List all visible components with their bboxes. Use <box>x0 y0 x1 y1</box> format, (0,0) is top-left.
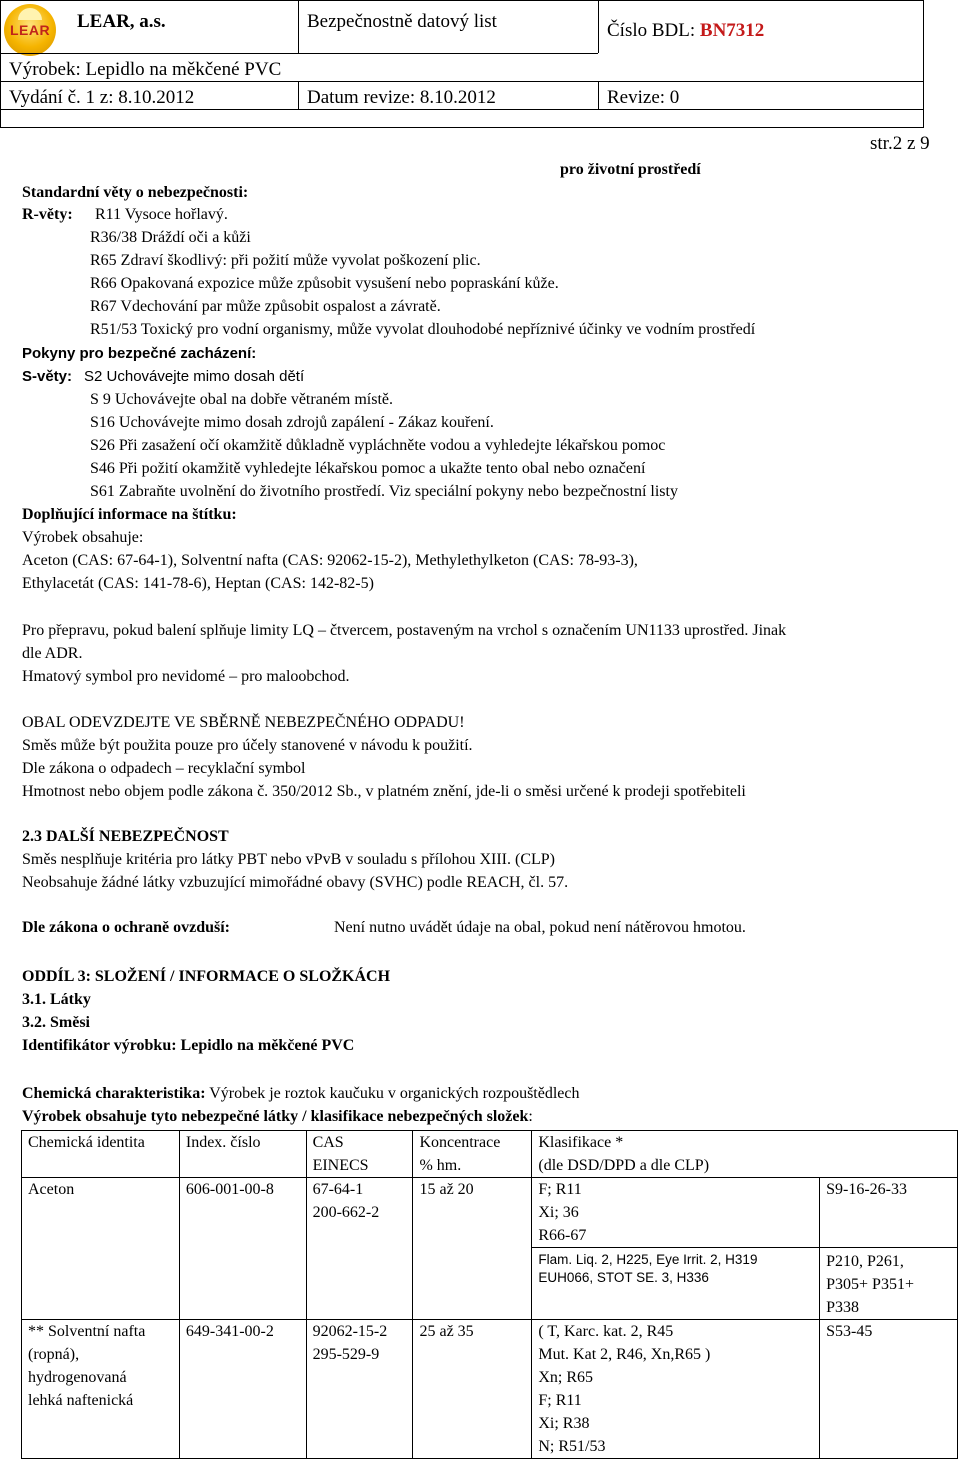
svhc-text: Neobsahuje žádné látky vzbuzující mimořádné obavy (SVHC) podle REACH, čl. 57. <box>22 874 569 891</box>
cell-identity <box>22 1320 180 1459</box>
header-einecs-text: EINECS <box>312 1157 369 1174</box>
klas-clp-line: Flam. Liq. 2, H225, Eye Irrit. 2, H319 <box>538 1252 758 1267</box>
r-phrase: R66 Opakovaná expozice může způsobit vysušení nebo popraskání kůže. <box>90 275 559 292</box>
env-continuation: pro životní prostředí <box>560 161 701 178</box>
table-row <box>22 1320 958 1459</box>
table-row <box>22 1178 958 1248</box>
company-name: LEAR, a.s. <box>77 11 166 32</box>
components-table <box>21 1130 958 1459</box>
issue-info: Vydání č. 1 z: 8.10.2012 <box>9 87 195 108</box>
r-phrase: R36/38 Dráždí oči a kůži <box>90 229 251 246</box>
document-title: Bezpečnostně datový list <box>307 11 497 32</box>
cell-klas <box>532 1320 820 1459</box>
transport-text-cont: dle ADR. <box>22 645 83 662</box>
logo-text: LEAR <box>9 22 51 38</box>
chem-text: Výrobek je roztok kaučuku v organických rozpouštědlech <box>205 1085 580 1102</box>
waste-notice: OBAL ODEVZDEJTE VE SBĚRNĚ NEBEZPEČNÉHO ODPADU! <box>22 714 465 731</box>
klas-line: F; R11 <box>538 1392 582 1409</box>
r-phrases-label: R-věty: <box>22 206 73 223</box>
klas-line: Mut. Kat 2, R46, Xn,R65 ) <box>538 1346 711 1363</box>
contains-label: Výrobek obsahuje: <box>22 529 144 546</box>
tactile-symbol-text: Hmatový symbol pro nevidomé – pro maloobchod. <box>22 668 350 685</box>
table-header-row <box>22 1131 958 1178</box>
section-3-2: 3.2. Směsi <box>22 1014 90 1031</box>
section-3-title: ODDÍL 3: SLOŽENÍ / INFORMACE O SLOŽKÁCH <box>22 968 391 985</box>
s-phrase: S46 Při požití okamžitě vyhledejte lékařskou pomoc a ukažte tento obal nebo označení <box>90 460 646 477</box>
cell-concentration: 15 až 20 <box>413 1178 532 1320</box>
header-klas-text: Klasifikace * <box>538 1134 624 1151</box>
label-info-title: Doplňující informace na štítku: <box>22 506 237 523</box>
header-identity: Chemická identita <box>22 1131 180 1178</box>
page-number: str.2 z 9 <box>870 133 930 154</box>
r-phrase: R65 Zdraví škodlivý: při požití může vyvolat poškození plic. <box>90 252 481 269</box>
cell-einecs-text: 200-662-2 <box>312 1204 380 1221</box>
s-phrase: S 9 Uchovávejte obal na dobře větraném místě. <box>90 391 394 408</box>
klas-line: Xn; R65 <box>538 1369 594 1386</box>
contains-table-title-text: Výrobek obsahuje tyto nebezpečné látky / klasifikace nebezpečných složek <box>22 1108 529 1125</box>
p-line: P338 <box>826 1299 860 1316</box>
r-phrase: R51/53 Toxický pro vodní organismy, může vyvolat dlouhodobé nepříznivé účinky ve vodním prostředí <box>90 321 756 338</box>
lear-logo <box>4 4 56 56</box>
cell-klas-dsd <box>532 1178 820 1248</box>
name-line: hydrogenovaná <box>28 1369 127 1386</box>
p-line: P305+ P351+ <box>826 1276 914 1293</box>
header-classification <box>532 1131 958 1178</box>
header-conc-unit: % hm. <box>419 1157 462 1174</box>
header-cas <box>306 1131 413 1178</box>
chem-characteristic <box>22 1084 580 1104</box>
cell-s-phrases: S9-16-26-33 <box>820 1178 958 1248</box>
chem-label: Chemická charakteristika: <box>22 1085 206 1102</box>
s-phrase: S2 Uchovávejte mimo dosah dětí <box>84 368 305 385</box>
cell-cas-text: 92062-15-2 <box>312 1323 388 1340</box>
klas-line: N; R51/53 <box>538 1438 606 1455</box>
cell-einecs-text: 295-529-9 <box>312 1346 380 1363</box>
cell-klas-clp <box>532 1248 820 1320</box>
section-2-3-title: 2.3 DALŠÍ NEBEZPEČNOST <box>22 828 229 845</box>
cell-index: 606-001-00-8 <box>179 1178 306 1320</box>
klas-line: R66-67 <box>538 1227 587 1244</box>
s-phrases-label: S-věty: <box>22 368 73 385</box>
cell-cas <box>306 1178 413 1320</box>
weight-notice: Hmotnost nebo objem podle zákona č. 350/2012 Sb., v platném znění, jde-li o směsi určené k prodeji spotřebiteli <box>22 783 746 800</box>
header-klas-sub: (dle DSD/DPD a dle CLP) <box>538 1157 710 1174</box>
transport-text: Pro přepravu, pokud balení splňuje limity LQ – čtvercem, postaveným na vrchol s označením UN1133 uprostřed. Jinak <box>22 622 787 639</box>
s-phrase: S16 Uchovávejte mimo dosah zdrojů zapálení - Zákaz kouření. <box>90 414 494 431</box>
klas-line: ( T, Karc. kat. 2, R45 <box>538 1323 674 1340</box>
r-phrase: R67 Vdechování par může způsobit ospalost a závratě. <box>90 298 441 315</box>
document-header <box>0 0 924 128</box>
hazard-phrases-title: Standardní věty o nebezpečnosti: <box>22 184 249 201</box>
s-phrase: S26 Při zasažení očí okamžitě důkladně vypláchněte vodou a vyhledejte lékařskou pomoc <box>90 437 666 454</box>
klas-line: Xi; 36 <box>538 1204 579 1221</box>
bdl-number <box>607 20 764 42</box>
revision-date: Datum revize: 8.10.2012 <box>307 87 496 108</box>
name-line: ** Solventní nafta <box>28 1323 146 1340</box>
use-notice: Směs může být použita pouze pro účely stanovené v návodu k použití. <box>22 737 473 754</box>
name-line: (ropná), <box>28 1346 80 1363</box>
header-concentration <box>413 1131 532 1178</box>
recycling-notice: Dle zákona o odpadech – recyklační symbol <box>22 760 306 777</box>
contains-table-colon: : <box>528 1108 533 1125</box>
bdl-label: Číslo BDL: <box>607 20 700 41</box>
air-protection-text: Není nutno uvádět údaje na obal, pokud není nátěrovou hmotou. <box>334 919 746 936</box>
contains-table-title <box>22 1107 533 1127</box>
cell-index: 649-341-00-2 <box>179 1320 306 1459</box>
cell-cas-text: 67-64-1 <box>312 1181 364 1198</box>
klas-line: F; R11 <box>538 1181 582 1198</box>
header-conc-text: Koncentrace <box>419 1134 501 1151</box>
cell-s-phrases: S53-45 <box>820 1320 958 1459</box>
cell-p-phrases <box>820 1248 958 1320</box>
klas-line: Xi; R38 <box>538 1415 590 1432</box>
safety-phrases-title: Pokyny pro bezpečné zacházení: <box>22 345 257 362</box>
cell-identity: Aceton <box>22 1178 180 1320</box>
cell-concentration: 25 až 35 <box>413 1320 532 1459</box>
product-identifier: Identifikátor výrobku: Lepidlo na měkčené PVC <box>22 1037 355 1054</box>
contains-line: Aceton (CAS: 67-64-1), Solventní nafta (CAS: 92062-15-2), Methylethylketon (CAS: 78-93-3), <box>22 552 638 569</box>
section-3-1: 3.1. Látky <box>22 991 91 1008</box>
name-line: lehká naftenická <box>28 1392 134 1409</box>
cell-cas <box>306 1320 413 1459</box>
header-cas-text: CAS <box>312 1134 344 1151</box>
product-name: Výrobek: Lepidlo na měkčené PVC <box>9 59 282 80</box>
p-line: P210, P261, <box>826 1253 904 1270</box>
pbt-text: Směs nesplňuje kritéria pro látky PBT nebo vPvB v souladu s přílohou XIII. (CLP) <box>22 851 555 868</box>
r-phrase: R11 Vysoce hořlavý. <box>95 206 228 223</box>
contains-line: Ethylacetát (CAS: 141-78-6), Heptan (CAS: 142-82-5) <box>22 575 374 592</box>
air-protection-label: Dle zákona o ochraně ovzduší: <box>22 919 230 936</box>
klas-clp-line: EUH066, STOT SE. 3, H336 <box>538 1270 709 1285</box>
s-phrase: S61 Zabraňte uvolnění do životního prostředí. Viz speciální pokyny nebo bezpečnostní listy <box>90 483 678 500</box>
header-index: Index. číslo <box>179 1131 306 1178</box>
revision-number: Revize: 0 <box>607 87 680 108</box>
bdl-value: BN7312 <box>699 20 765 41</box>
